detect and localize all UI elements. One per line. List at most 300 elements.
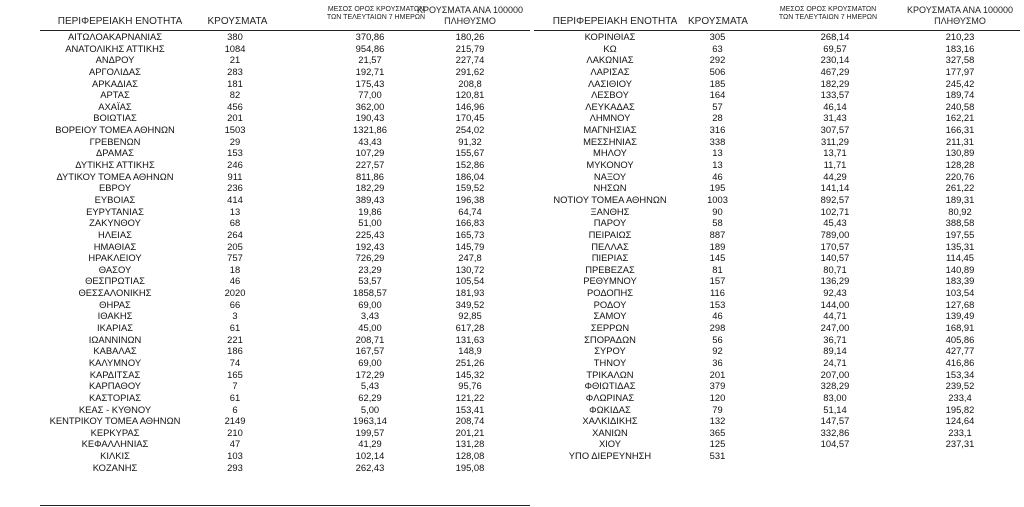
table-row: [0, 159, 535, 171]
per100k-cell: 240,58: [945, 100, 975, 112]
per100k-cell: 180,26: [455, 31, 485, 42]
table-row: [0, 194, 535, 206]
table-row: [530, 171, 1024, 183]
table-row: [0, 136, 535, 148]
cases-cell: 46: [712, 310, 723, 322]
per100k-cell: 233,1: [948, 426, 972, 438]
avg-cell: 13,71: [823, 147, 847, 159]
table-row: [0, 43, 535, 55]
cases-cell: 186: [227, 345, 243, 357]
cases-cell: 90: [712, 205, 723, 217]
cases-cell: 120: [709, 391, 726, 403]
region-cell: ΗΡΑΚΛΕΙΟΥ: [88, 252, 142, 264]
per100k-cell: 162,21: [945, 112, 975, 124]
table-row: [530, 392, 1024, 404]
region-cell: ΑΡΚΑΔΙΑΣ: [92, 77, 138, 89]
cases-cell: 316: [709, 124, 726, 136]
avg-cell: 51,14: [823, 403, 847, 415]
avg-cell: 789,00: [820, 228, 850, 240]
per100k-cell: 170,45: [455, 112, 485, 124]
avg-cell: 307,57: [820, 124, 850, 136]
avg-cell: 44,71: [823, 310, 847, 322]
per100k-cell: 181,93: [455, 287, 485, 299]
region-cell: ΥΠΟ ΔΙΕΡΕΥΝΗΣΗ: [568, 450, 652, 462]
right-table-body: [530, 31, 1024, 462]
cases-cell: 205: [227, 240, 243, 252]
cases-cell: 379: [709, 380, 726, 392]
per100k-cell: 166,31: [945, 124, 975, 136]
per100k-cell: 124,64: [945, 415, 975, 427]
avg-cell: 5,00: [360, 403, 380, 415]
region-cell: ΦΛΩΡΙΝΑΣ: [585, 391, 635, 403]
table-row: [0, 78, 535, 90]
per100k-cell: 189,74: [945, 89, 975, 101]
table-row: [530, 31, 1024, 43]
region-cell: ΠΑΡΟΥ: [593, 217, 627, 229]
per100k-header-line1: ΚΡΟΥΣΜΑΤΑ ΑΝΑ 100000: [907, 5, 1013, 15]
cases-cell: 68: [229, 217, 241, 229]
table-row: [0, 415, 535, 427]
avg-cell: 811,86: [356, 170, 384, 182]
per100k-cell: 152,86: [455, 159, 485, 171]
cases-cell: 292: [709, 54, 726, 66]
table-row: [0, 112, 535, 124]
region-cell: ΒΟΙΩΤΙΑΣ: [93, 112, 137, 124]
region-cell: ΒΟΡΕΙΟΥ ΤΟΜΕΑ ΑΘΗΝΩΝ: [55, 124, 175, 136]
cases-cell: 13: [712, 159, 723, 171]
region-cell: ΛΗΜΝΟΥ: [589, 112, 631, 124]
region-cell: ΡΟΔΟΠΗΣ: [586, 287, 634, 299]
region-cell: ΚΕΦΑΛΛΗΝΙΑΣ: [81, 438, 149, 450]
per100k-cell: 189,31: [945, 193, 975, 205]
region-cell: ΚΩ: [603, 42, 617, 54]
cases-cell: 157: [709, 275, 726, 287]
cases-cell: 58: [712, 217, 723, 229]
table-row: [530, 206, 1024, 218]
avg-cell: 147,57: [820, 415, 850, 427]
avg-cell: 140,57: [820, 252, 850, 264]
cases-cell: 103: [227, 450, 243, 462]
per100k-cell: 130,89: [945, 147, 975, 159]
cases-cell: 46: [229, 275, 241, 287]
cases-cell: 46: [712, 170, 723, 182]
table-row: [530, 438, 1024, 450]
per100k-cell: 388,58: [945, 217, 975, 229]
avg-cell: 268,14: [820, 31, 850, 42]
table-row: [530, 322, 1024, 334]
per100k-cell: 80,92: [948, 205, 972, 217]
avg-cell: 83,00: [823, 391, 847, 403]
per100k-cell: 183,16: [945, 42, 975, 54]
cases-cell: 7: [232, 380, 238, 392]
region-cell: ΣΠΟΡΑΔΩΝ: [584, 333, 636, 345]
region-cell: ΗΛΕΙΑΣ: [98, 228, 132, 240]
table-row: [0, 392, 535, 404]
avg-cell: 80,71: [823, 263, 847, 275]
table-row: [530, 345, 1024, 357]
region-cell: ΙΘΑΚΗΣ: [97, 310, 133, 322]
left-table-body: [0, 31, 535, 473]
cases-cell: 57: [712, 100, 723, 112]
per100k-header-line2: ΠΛΗΘΥΣΜΟ: [934, 16, 986, 26]
region-cell: ΚΟΡΙΝΘΙΑΣ: [584, 31, 636, 42]
table-row: [530, 124, 1024, 136]
region-cell: ΜΥΚΟΝΟΥ: [586, 159, 634, 171]
region-cell: ΣΥΡΟΥ: [594, 345, 626, 357]
cases-cell: 116: [710, 287, 725, 299]
cases-cell: 6: [232, 403, 238, 415]
cases-cell: 911: [227, 170, 243, 182]
cases-cell: 74: [229, 356, 241, 368]
table-row: [530, 404, 1024, 416]
per100k-cell: 120,81: [455, 89, 485, 101]
region-cell: ΑΡΓΟΛΙΔΑΣ: [89, 65, 141, 77]
avg-cell: 46,14: [823, 100, 847, 112]
table-row: [530, 275, 1024, 287]
avg-cell: 170,57: [820, 240, 850, 252]
cases-cell: 210: [227, 426, 243, 438]
table-row: [0, 206, 535, 218]
per100k-cell: 128,28: [945, 159, 975, 171]
per100k-cell: 245,42: [945, 77, 975, 89]
table-row: [0, 124, 535, 136]
avg-cell: 362,00: [355, 100, 385, 112]
region-cell: ΘΑΣΟΥ: [98, 263, 132, 275]
per100k-cell: 145,79: [455, 240, 485, 252]
right-table: [530, 4, 1024, 507]
cases-cell: 283: [227, 65, 243, 77]
region-cell: ΣΕΡΡΩΝ: [590, 322, 630, 334]
avg-cell: 24,71: [823, 356, 847, 368]
avg-cell: 141,14: [820, 182, 850, 194]
avg-cell: 954,86: [355, 42, 385, 54]
avg-cell: 190,43: [355, 112, 385, 124]
per100k-cell: 201,21: [455, 426, 485, 438]
cases-cell: 757: [227, 252, 243, 264]
avg-cell: 370,86: [355, 31, 385, 42]
table-row: [0, 182, 535, 194]
cases-cell: 365: [709, 426, 726, 438]
per100k-cell: 261,22: [945, 182, 975, 194]
per100k-cell: 291,62: [455, 65, 485, 77]
cases-cell: 236: [227, 182, 243, 194]
avg-cell: 31,43: [823, 112, 847, 124]
per100k-cell: 349,52: [455, 298, 485, 310]
table-row: [530, 264, 1024, 276]
region-cell: ΖΑΚΥΝΘΟΥ: [89, 217, 141, 229]
table-row: [0, 252, 535, 264]
table-row: [0, 462, 535, 474]
per100k-cell: 177,97: [945, 65, 975, 77]
table-row: [0, 217, 535, 229]
avg-cell: 107,29: [355, 147, 385, 159]
table-row: [0, 310, 535, 322]
per100k-cell: 140,89: [945, 263, 975, 275]
cases-cell: 531: [709, 450, 726, 462]
region-cell: ΗΜΑΘΙΑΣ: [93, 240, 137, 252]
per100k-cell: 130,72: [455, 263, 485, 275]
cases-cell: 92: [712, 345, 723, 357]
cases-cell: 47: [229, 438, 241, 450]
cases-header: ΚΡΟΥΣΜΑΤΑ: [207, 16, 268, 27]
avg-cell: 23,29: [358, 263, 382, 275]
per100k-cell: 91,32: [458, 135, 482, 147]
avg-cell: 328,29: [820, 380, 850, 392]
per100k-cell: 208,8: [458, 77, 482, 89]
cases-header: ΚΡΟΥΣΜΑΤΑ: [688, 16, 748, 27]
cases-cell: 21: [229, 54, 241, 66]
per100k-header-line1: ΚΡΟΥΣΜΑΤΑ ΑΝΑ 100000: [417, 5, 523, 15]
avg-cell: 19,86: [358, 205, 382, 217]
avg-cell: 102,71: [820, 205, 850, 217]
avg-cell: 41,29: [358, 438, 382, 450]
table-row: [530, 217, 1024, 229]
cases-cell: 2149: [224, 415, 246, 427]
per100k-cell: 64,74: [458, 205, 482, 217]
region-cell: ΜΑΓΝΗΣΙΑΣ: [583, 124, 637, 136]
avg-header-line1: ΜΕΣΟΣ ΟΡΟΣ ΚΡΟΥΣΜΑΤΩΝ: [327, 6, 425, 13]
cases-cell: 79: [712, 403, 723, 415]
per100k-cell: 183,39: [945, 275, 975, 287]
cases-cell: 1003: [707, 193, 728, 205]
cases-cell: 305: [709, 31, 726, 42]
per100k-cell: 95,76: [458, 380, 482, 392]
cases-cell: 18: [229, 263, 241, 275]
table-row: [530, 136, 1024, 148]
cases-cell: 264: [227, 228, 243, 240]
per100k-cell: 405,86: [945, 333, 975, 345]
region-cell: ΤΗΝΟΥ: [593, 356, 627, 368]
cases-cell: 165: [227, 368, 243, 380]
region-cell: ΕΒΡΟΥ: [98, 182, 131, 194]
region-cell: ΚΙΛΚΙΣ: [100, 450, 130, 462]
region-cell: ΔΥΤΙΚΟΥ ΤΟΜΕΑ ΑΘΗΝΩΝ: [56, 170, 174, 182]
region-cell: ΑΡΤΑΣ: [100, 89, 130, 101]
table-row: [530, 194, 1024, 206]
per100k-cell: 211,31: [946, 135, 974, 147]
region-cell: ΘΗΡΑΣ: [99, 298, 131, 310]
avg-cell: 247,00: [820, 322, 850, 334]
table-row: [0, 345, 535, 357]
left-table: [0, 4, 535, 507]
region-cell: ΠΕΙΡΑΙΩΣ: [588, 228, 632, 240]
cases-cell: 201: [227, 112, 243, 124]
cases-cell: 61: [229, 391, 241, 403]
avg-cell: 192,43: [355, 240, 385, 252]
cases-cell: 82: [229, 89, 241, 101]
avg-cell: 227,57: [355, 159, 385, 171]
region-cell: ΡΕΘΥΜΝΟΥ: [583, 275, 637, 287]
region-cell: ΠΡΕΒΕΖΑΣ: [585, 263, 635, 275]
avg-cell: 104,57: [820, 438, 850, 450]
region-cell: ΜΕΣΣΗΝΙΑΣ: [583, 135, 637, 147]
region-cell: ΛΑΚΩΝΙΑΣ: [586, 54, 634, 66]
cases-cell: 61: [229, 322, 241, 334]
avg-cell: 182,29: [820, 77, 850, 89]
avg-cell: 182,29: [355, 182, 385, 194]
avg-cell: 389,43: [355, 193, 385, 205]
avg-cell: 332,86: [820, 426, 850, 438]
per100k-cell: 215,79: [455, 42, 485, 54]
cases-cell: 3: [232, 310, 238, 322]
per100k-cell: 168,91: [945, 322, 975, 334]
region-cell: ΛΕΣΒΟΥ: [591, 89, 629, 101]
region-cell: ΔΡΑΜΑΣ: [96, 147, 134, 159]
table-row: [0, 380, 535, 392]
table-row: [530, 147, 1024, 159]
right-table-header: [530, 4, 1024, 32]
region-cell: ΝΑΞΟΥ: [593, 170, 627, 182]
table-row: [530, 334, 1024, 346]
region-cell: ΧΙΟΥ: [598, 438, 622, 450]
table-row: [530, 89, 1024, 101]
avg-cell: 1858,57: [353, 287, 387, 299]
region-cell: ΓΡΕΒΕΝΩΝ: [89, 135, 141, 147]
region-cell: ΚΑΡΔΙΤΣΑΣ: [89, 368, 141, 380]
avg-cell: 102,14: [355, 450, 385, 462]
table-row: [0, 404, 535, 416]
avg-cell: 311,29: [821, 135, 849, 147]
per100k-cell: 237,31: [945, 438, 975, 450]
region-cell: ΚΕΡΚΥΡΑΣ: [90, 426, 140, 438]
region-cell: ΛΑΣΙΘΙΟΥ: [587, 77, 633, 89]
per100k-cell: 617,28: [455, 322, 485, 334]
table-row: [0, 438, 535, 450]
avg-cell: 467,29: [820, 65, 850, 77]
avg-cell: 192,71: [355, 65, 385, 77]
table-row: [0, 66, 535, 78]
table-row: [530, 252, 1024, 264]
cases-cell: 181: [227, 77, 243, 89]
table-row: [530, 241, 1024, 253]
avg-cell: 51,00: [358, 217, 382, 229]
cases-cell: 1084: [224, 42, 246, 54]
region-cell: ΧΑΛΚΙΔΙΚΗΣ: [582, 415, 638, 427]
table-row: [0, 264, 535, 276]
region-cell: ΚΕΑΣ - ΚΥΘΝΟΥ: [78, 403, 152, 415]
avg-cell: 199,57: [355, 426, 385, 438]
table-row: [530, 229, 1024, 241]
cases-cell: 36: [712, 356, 723, 368]
table-row: [530, 357, 1024, 369]
cases-cell: 66: [229, 298, 241, 310]
avg-cell: 69,00: [358, 356, 382, 368]
cases-cell: 125: [709, 438, 726, 450]
avg-cell: 89,14: [823, 345, 847, 357]
cases-cell: 63: [712, 42, 723, 54]
per100k-cell: 103,54: [945, 287, 975, 299]
avg-cell: 230,14: [820, 54, 850, 66]
per100k-header-line2: ΠΛΗΘΥΣΜΟ: [444, 16, 496, 26]
avg-cell: 92,43: [823, 287, 847, 299]
per100k-cell: 131,63: [455, 333, 485, 345]
cases-cell: 29: [229, 135, 241, 147]
per100k-cell: 416,86: [945, 356, 975, 368]
region-cell: ΘΕΣΣΑΛΟΝΙΚΗΣ: [78, 287, 152, 299]
region-cell: ΛΑΡΙΣΑΣ: [590, 65, 630, 77]
table-row: [0, 241, 535, 253]
region-cell: ΝΗΣΩΝ: [593, 182, 627, 194]
cases-cell: 189: [709, 240, 726, 252]
region-cell: ΡΟΔΟΥ: [593, 298, 627, 310]
table-row: [0, 450, 535, 462]
region-cell: ΘΕΣΠΡΩΤΙΑΣ: [85, 275, 145, 287]
table-row: [0, 31, 535, 43]
region-cell: ΚΕΝΤΡΙΚΟΥ ΤΟΜΕΑ ΑΘΗΝΩΝ: [49, 415, 181, 427]
table-row: [0, 147, 535, 159]
avg-cell: 208,71: [355, 333, 385, 345]
table-row: [530, 287, 1024, 299]
avg-header-line2: ΤΩΝ ΤΕΛΕΥΤΑΙΩΝ 7 ΗΜΕΡΩΝ: [326, 14, 426, 21]
cases-cell: 338: [709, 135, 726, 147]
region-header: ΠΕΡΙΦΕΡΕΙΑΚΗ ΕΝΟΤΗΤΑ: [57, 16, 183, 27]
region-cell: ΛΕΥΚΑΔΑΣ: [585, 100, 635, 112]
per100k-cell: 146,96: [455, 100, 485, 112]
cases-cell: 2020: [224, 287, 246, 299]
avg-cell: 1963,14: [353, 415, 387, 427]
table-row: [0, 369, 535, 381]
table-row: [530, 369, 1024, 381]
per100k-cell: 92,85: [458, 310, 482, 322]
avg-header-line1: ΜΕΣΟΣ ΟΡΟΣ ΚΡΟΥΣΜΑΤΩΝ: [779, 6, 877, 13]
table-row: [0, 229, 535, 241]
region-cell: ΑΙΤΩΛΟΑΚΑΡΝΑΝΙΑΣ: [67, 31, 163, 42]
avg-cell: 1321,86: [353, 124, 387, 136]
per100k-cell: 195,82: [945, 403, 975, 415]
avg-cell: 144,00: [820, 298, 850, 310]
per100k-cell: 139,49: [945, 310, 975, 322]
region-cell: ΑΧΑΪΑΣ: [98, 100, 132, 112]
avg-cell: 167,57: [355, 345, 385, 357]
avg-cell: 53,57: [358, 275, 382, 287]
avg-header-line2: ΤΩΝ ΤΕΛΕΥΤΑΙΩΝ 7 ΗΜΕΡΩΝ: [778, 14, 878, 21]
avg-cell: 77,00: [358, 89, 382, 101]
avg-cell: 133,57: [820, 89, 850, 101]
avg-cell: 69,00: [358, 298, 382, 310]
cases-cell: 380: [227, 31, 243, 42]
avg-cell: 225,43: [355, 228, 385, 240]
table-row: [530, 299, 1024, 311]
avg-cell: 11,71: [823, 159, 847, 171]
table-row: [530, 159, 1024, 171]
cases-cell: 28: [712, 112, 723, 124]
table-row: [0, 287, 535, 299]
per100k-header: [410, 5, 530, 27]
region-cell: ΠΙΕΡΙΑΣ: [591, 252, 629, 264]
cases-cell: 414: [227, 193, 243, 205]
region-cell: ΕΥΡΥΤΑΝΙΑΣ: [86, 205, 144, 217]
cases-cell: 13: [712, 147, 723, 159]
table-row: [0, 334, 535, 346]
per100k-cell: 135,31: [945, 240, 975, 252]
per100k-cell: 251,26: [455, 356, 485, 368]
avg-cell: 62,29: [358, 391, 382, 403]
cases-cell: 293: [227, 461, 243, 473]
per100k-cell: 127,68: [945, 298, 975, 310]
table-row: [530, 66, 1024, 78]
per100k-cell: 233,4: [948, 391, 972, 403]
cases-cell: 456: [227, 100, 243, 112]
cases-cell: 145: [709, 252, 726, 264]
cases-cell: 887: [709, 228, 726, 240]
table-row: [0, 89, 535, 101]
bottom-rule: [40, 505, 530, 506]
region-cell: ΕΥΒΟΙΑΣ: [94, 193, 136, 205]
region-cell: ΚΑΡΠΑΘΟΥ: [88, 380, 142, 392]
table-row: [530, 427, 1024, 439]
avg-cell: 36,71: [823, 333, 847, 345]
cases-cell: 506: [709, 65, 726, 77]
